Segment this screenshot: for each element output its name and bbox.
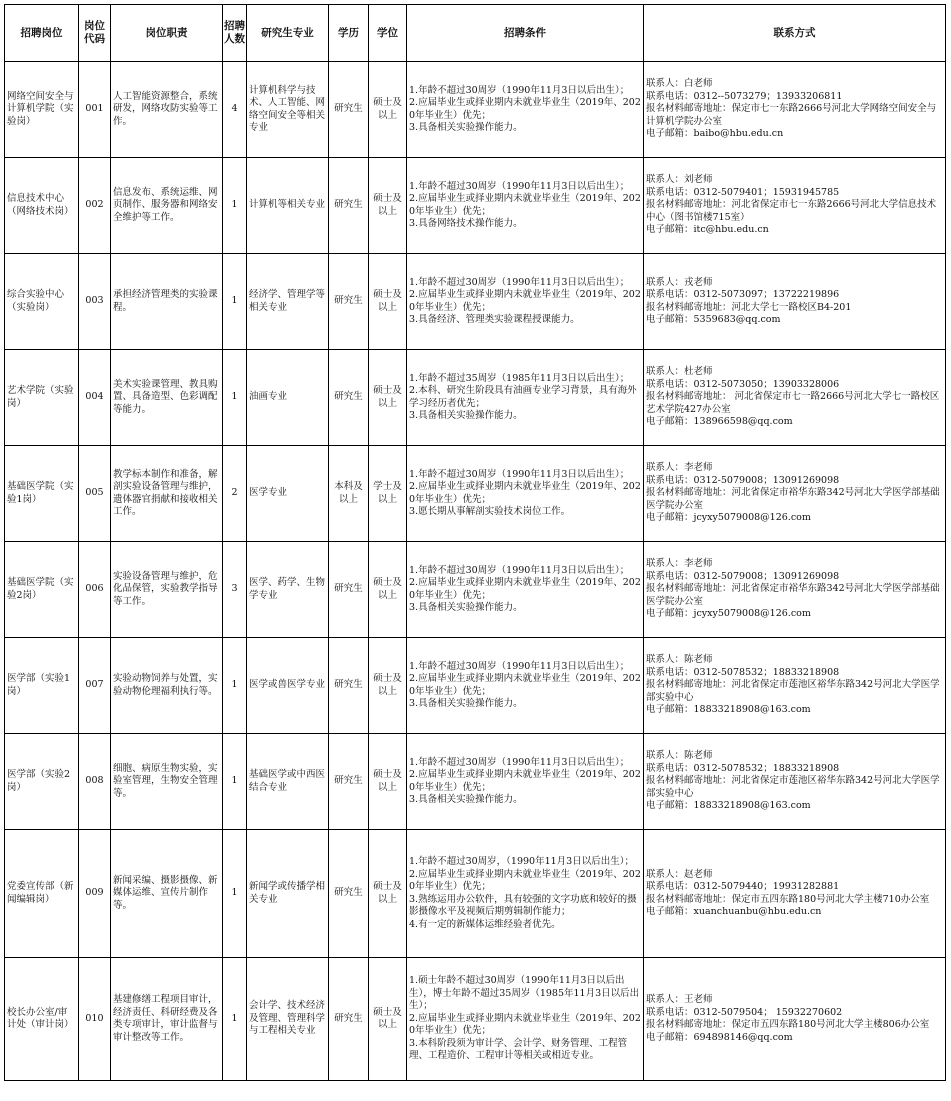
contact-cell [644,350,946,446]
contact-line: 报名材料邮寄地址：河北省保定市裕华东路342号河北大学医学部基础医学院办公室 [646,487,940,511]
condition-line: 2.应届毕业生或择业期内未就业毕业生（2019年、2020年毕业生）优先； [409,868,641,892]
condition-line: 2.应届毕业生或择业期内未就业毕业生（2019年、2020年毕业生）优先； [409,673,641,697]
contact-line: 联系电话：0312-5079008；13091269098 [646,474,840,486]
condition-line: 1.年龄不超过30周岁（1990年11月3日以后出生）； [409,756,630,768]
contact-line: 联系电话：0312-5079401；15931945785 [646,186,840,198]
contact-line: 联系电话：0312-5078532；18833218908 [646,666,840,678]
contact-line: 电子邮箱：jcyxy5079008@126.com [646,608,811,620]
contact-line: 报名材料邮寄地址：保定市五四东路180号河北大学主楼806办公室 [646,1019,930,1030]
count-cell: 1 [223,830,247,958]
condition-line: 1.年龄不超过30周岁，（1990年11月3日以后出生）； [409,856,634,867]
code-cell: 004 [79,350,111,446]
condition-line: 2.应届毕业生或择业期内未就业毕业生（2019年、2020年毕业生）优先； [409,577,641,601]
education-cell: 研究生 [329,542,369,638]
header-degree: 学位 [369,5,407,62]
conditions-cell [407,958,644,1081]
table-row [5,638,946,734]
post-cell: 综合实验中心（实验岗） [5,254,79,350]
contact-line: 报名材料邮寄地址：河北省保定市莲池区裕华东路342号河北大学医学部实验中心 [646,679,940,703]
duty-cell: 实验设备管理与维护，危化品保管，实验教学指导等工作。 [111,542,223,638]
post-cell: 信息技术中心（网络技术岗） [5,158,79,254]
contact-line: 电子邮箱：18833218908@163.com [646,800,811,812]
table-row [5,158,946,254]
degree-cell: 硕士及以上 [369,62,407,158]
condition-line: 1.年龄不超过35周岁（1985年11月3日以后出生）； [409,372,630,384]
condition-line: 3.具备相关实验操作能力。 [409,122,523,133]
condition-line: 3.具备相关实验操作能力。 [409,698,523,709]
major-cell: 医学专业 [247,446,329,542]
degree-cell: 硕士及以上 [369,158,407,254]
education-cell: 本科及以上 [329,446,369,542]
contact-line: 报名材料邮寄地址：保定市五四东路180号河北大学主楼710办公室 [646,893,930,905]
table-row [5,62,946,158]
contact-cell [644,254,946,350]
contact-line: 电子邮箱：jcyxy5079008@126.com [646,512,811,524]
code-cell: 009 [79,830,111,958]
condition-line: 2.应届毕业生或择业期内未就业毕业生（2019年、2020年毕业生）优先； [409,193,641,217]
count-cell: 3 [223,542,247,638]
contact-line: 电子邮箱：694898146@qq.com [646,1031,793,1043]
conditions-cell [407,638,644,734]
degree-cell: 硕士及以上 [369,638,407,734]
header-contact: 联系方式 [644,5,946,62]
degree-cell: 硕士及以上 [369,542,407,638]
table-body [5,62,946,1081]
table-row [5,350,946,446]
contact-line: 电子邮箱：baibo@hbu.edu.cn [646,128,784,140]
post-cell: 网络空间安全与计算机学院（实验岗） [5,62,79,158]
conditions-cell [407,158,644,254]
contact-line: 电子邮箱：itc@hbu.edu.cn [646,224,769,236]
header-count: 招聘人数 [223,5,247,62]
major-cell: 计算机等相关专业 [247,158,329,254]
post-cell: 医学部（实验2岗） [5,734,79,830]
header-duty: 岗位职责 [111,5,223,62]
contact-line: 联系人：陈老师 [646,654,713,666]
table-row [5,958,946,1081]
condition-line: 1.硕士年龄不超过30周岁（1990年11月3日以后出生），博士年龄不超过35周岁（1985年11月3日以后出生）； [409,975,640,1012]
contact-line: 电子邮箱：xuanchuanbu@hbu.edu.cn [646,906,822,917]
major-cell: 经济学、管理学等相关专业 [247,254,329,350]
post-cell: 校长办公室/审计处（审计岗） [5,958,79,1081]
contact-line: 联系人：赵老师 [646,868,713,880]
degree-cell: 硕士及以上 [369,350,407,446]
table-row [5,830,946,958]
header-major: 研究生专业 [247,5,329,62]
major-cell: 新闻学或传播学相关专业 [247,830,329,958]
major-cell: 会计学、技术经济及管理、管理科学与工程相关专业 [247,958,329,1081]
contact-line: 电子邮箱：138966598@qq.com [646,416,793,428]
condition-line: 3.熟练运用办公软件，具有较强的文字功底和较好的摄影摄像水平及视频后期剪辑制作能力； [409,893,637,917]
major-cell: 计算机科学与技术、人工智能、网络空间安全等相关专业 [247,62,329,158]
degree-cell: 硕士及以上 [369,830,407,958]
recruitment-table [4,4,946,1081]
code-cell: 006 [79,542,111,638]
contact-line: 电子邮箱：5359683@qq.com [646,314,781,325]
conditions-cell [407,350,644,446]
condition-line: 1.年龄不超过30周岁（1990年11月3日以后出生）； [409,276,630,288]
contact-line: 报名材料邮寄地址：河北省保定市莲池区裕华东路342号河北大学医学部实验中心 [646,775,940,799]
contact-line: 联系人：杜老师 [646,366,713,378]
conditions-cell [407,254,644,350]
education-cell: 研究生 [329,62,369,158]
condition-line: 3.具备相关实验操作能力。 [409,794,523,805]
contact-cell [644,62,946,158]
contact-line: 报名材料邮寄地址：河北省保定市七一东路2666号河北大学信息技术中心（图书馆楼715室） [646,199,937,223]
header-post: 招聘岗位 [5,5,79,62]
contact-line: 联系人：王老师 [646,994,713,1005]
count-cell: 1 [223,254,247,350]
condition-line: 2.应届毕业生或择业期内未就业毕业生（2019年、2020年毕业生）优先； [409,97,641,121]
header-code: 岗位代码 [79,5,111,62]
contact-line: 电子邮箱：18833218908@163.com [646,704,811,716]
condition-line: 4.有一定的新媒体运维经验者优先。 [409,918,561,930]
condition-line: 1.年龄不超过30周岁（1990年11月3日以后出生）； [409,660,630,672]
duty-cell: 基建修缮工程项目审计，经济责任、科研经费及各类专项审计，审计监督与审计整改等工作。 [111,958,223,1081]
conditions-cell [407,830,644,958]
count-cell: 1 [223,734,247,830]
contact-line: 联系电话：0312-5079440；19931282881 [646,881,840,892]
duty-cell: 实验动物饲养与处置，实验动物伦理福利执行等。 [111,638,223,734]
post-cell: 艺术学院（实验岗） [5,350,79,446]
post-cell: 医学部（实验1岗） [5,638,79,734]
contact-cell [644,542,946,638]
contact-cell [644,734,946,830]
code-cell: 010 [79,958,111,1081]
condition-line: 3.本科阶段须为审计学、会计学、财务管理、工程管理、工程造价、工程审计等相关或相近专业。 [409,1037,628,1062]
contact-line: 联系人：刘老师 [646,174,713,186]
code-cell: 003 [79,254,111,350]
header-conditions: 招聘条件 [407,5,644,62]
education-cell: 研究生 [329,958,369,1081]
degree-cell: 硕士及以上 [369,734,407,830]
post-cell: 党委宣传部（新闻编辑岗） [5,830,79,958]
conditions-cell [407,446,644,542]
conditions-cell [407,542,644,638]
contact-line: 联系人：陈老师 [646,750,713,762]
code-cell: 001 [79,62,111,158]
condition-line: 3.具备相关实验操作能力。 [409,602,523,613]
condition-line: 2.应届毕业生或择业期内未就业毕业生（2019年、2020年毕业生）优先； [409,481,641,505]
condition-line: 2.本科、研究生阶段具有油画专业学习背景，具有海外学习经历者优先； [409,385,637,409]
contact-line: 联系电话：0312-5079504； 15932270602 [646,1006,843,1018]
condition-line: 3.具备相关实验操作能力。 [409,410,523,421]
post-cell: 基础医学院（实验1岗） [5,446,79,542]
condition-line: 1.年龄不超过30周岁（1990年11月3日以后出生）； [409,180,630,192]
contact-line: 联系人：李老师 [646,462,713,474]
condition-line: 3.愿长期从事解剖实验技术岗位工作。 [409,506,571,517]
condition-line: 3.具备经济、管理类实验课程授课能力。 [409,314,580,325]
contact-line: 联系人：李老师 [646,558,713,570]
contact-line: 联系电话：0312--5073279；13933206811 [646,90,843,102]
major-cell: 基础医学或中西医结合专业 [247,734,329,830]
contact-cell [644,446,946,542]
degree-cell: 学士及以上 [369,446,407,542]
education-cell: 研究生 [329,254,369,350]
code-cell: 002 [79,158,111,254]
header-education: 学历 [329,5,369,62]
count-cell: 1 [223,958,247,1081]
education-cell: 研究生 [329,830,369,958]
condition-line: 3.具备网络技术操作能力。 [409,218,523,229]
conditions-cell [407,62,644,158]
contact-cell [644,830,946,958]
contact-cell [644,638,946,734]
table-row [5,542,946,638]
contact-line: 联系人：白老师 [646,78,713,90]
contact-line: 报名材料邮寄地址：保定市七一东路2666号河北大学网络空间安全与计算机学院办公室 [646,103,937,127]
duty-cell: 信息发布、系统运维、网页制作、服务器和网络安全维护等工作。 [111,158,223,254]
education-cell: 研究生 [329,638,369,734]
code-cell: 008 [79,734,111,830]
code-cell: 005 [79,446,111,542]
major-cell: 油画专业 [247,350,329,446]
count-cell: 1 [223,350,247,446]
condition-line: 1.年龄不超过30周岁（1990年11月3日以后出生）； [409,84,630,96]
table-row [5,254,946,350]
contact-cell [644,958,946,1081]
degree-cell: 硕士及以上 [369,254,407,350]
condition-line: 2.应届毕业生或择业期内未就业毕业生（2019年、2020年毕业生）优先； [409,1012,641,1037]
contact-line: 联系电话：0312-5073050；13903328006 [646,378,840,390]
count-cell: 1 [223,158,247,254]
duty-cell: 人工智能资源整合，系统研发，网络攻防实验等工作。 [111,62,223,158]
table-header-row [5,5,946,62]
condition-line: 2.应届毕业生或择业期内未就业毕业生（2019年、2020年毕业生）优先； [409,289,641,313]
contact-line: 联系电话：0312-5073097；13722219896 [646,289,840,300]
condition-line: 1.年龄不超过30周岁（1990年11月3日以后出生）； [409,564,630,576]
major-cell: 医学、药学、生物学专业 [247,542,329,638]
degree-cell: 硕士及以上 [369,958,407,1081]
education-cell: 研究生 [329,158,369,254]
table-row [5,446,946,542]
contact-line: 报名材料邮寄地址：河北大学七一路校区B4-201 [646,301,852,313]
duty-cell: 教学标本制作和准备，解剖实验设备管理与维护，遗体器官捐献和接收相关工作。 [111,446,223,542]
recruitment-table-wrapper [4,4,946,1081]
condition-line: 2.应届毕业生或择业期内未就业毕业生（2019年、2020年毕业生）优先； [409,769,641,793]
code-cell: 007 [79,638,111,734]
count-cell: 1 [223,638,247,734]
contact-line: 报名材料邮寄地址：河北省保定市裕华东路342号河北大学医学部基础医学院办公室 [646,583,940,607]
condition-line: 1.年龄不超过30周岁（1990年11月3日以后出生）； [409,468,630,480]
duty-cell: 美术实验课管理、教具购置、具备造型、色彩调配等能力。 [111,350,223,446]
count-cell: 4 [223,62,247,158]
contact-line: 报名材料邮寄地址： 河北省保定市七一路2666号河北大学七一路校区艺术学院427办公室 [646,391,940,415]
count-cell: 2 [223,446,247,542]
contact-line: 联系电话：0312-5078532；18833218908 [646,762,840,774]
contact-line: 联系电话：0312-5079008；13091269098 [646,570,840,582]
post-cell: 基础医学院（实验2岗） [5,542,79,638]
education-cell: 研究生 [329,350,369,446]
education-cell: 研究生 [329,734,369,830]
duty-cell: 细胞、病原生物实验，实验室管理，生物安全管理等。 [111,734,223,830]
major-cell: 医学或兽医学专业 [247,638,329,734]
contact-cell [644,158,946,254]
table-row [5,734,946,830]
conditions-cell [407,734,644,830]
duty-cell: 承担经济管理类的实验课程。 [111,254,223,350]
duty-cell: 新闻采编、摄影摄像、新媒体运维、宣传片制作等。 [111,830,223,958]
contact-line: 联系人：戎老师 [646,276,713,288]
